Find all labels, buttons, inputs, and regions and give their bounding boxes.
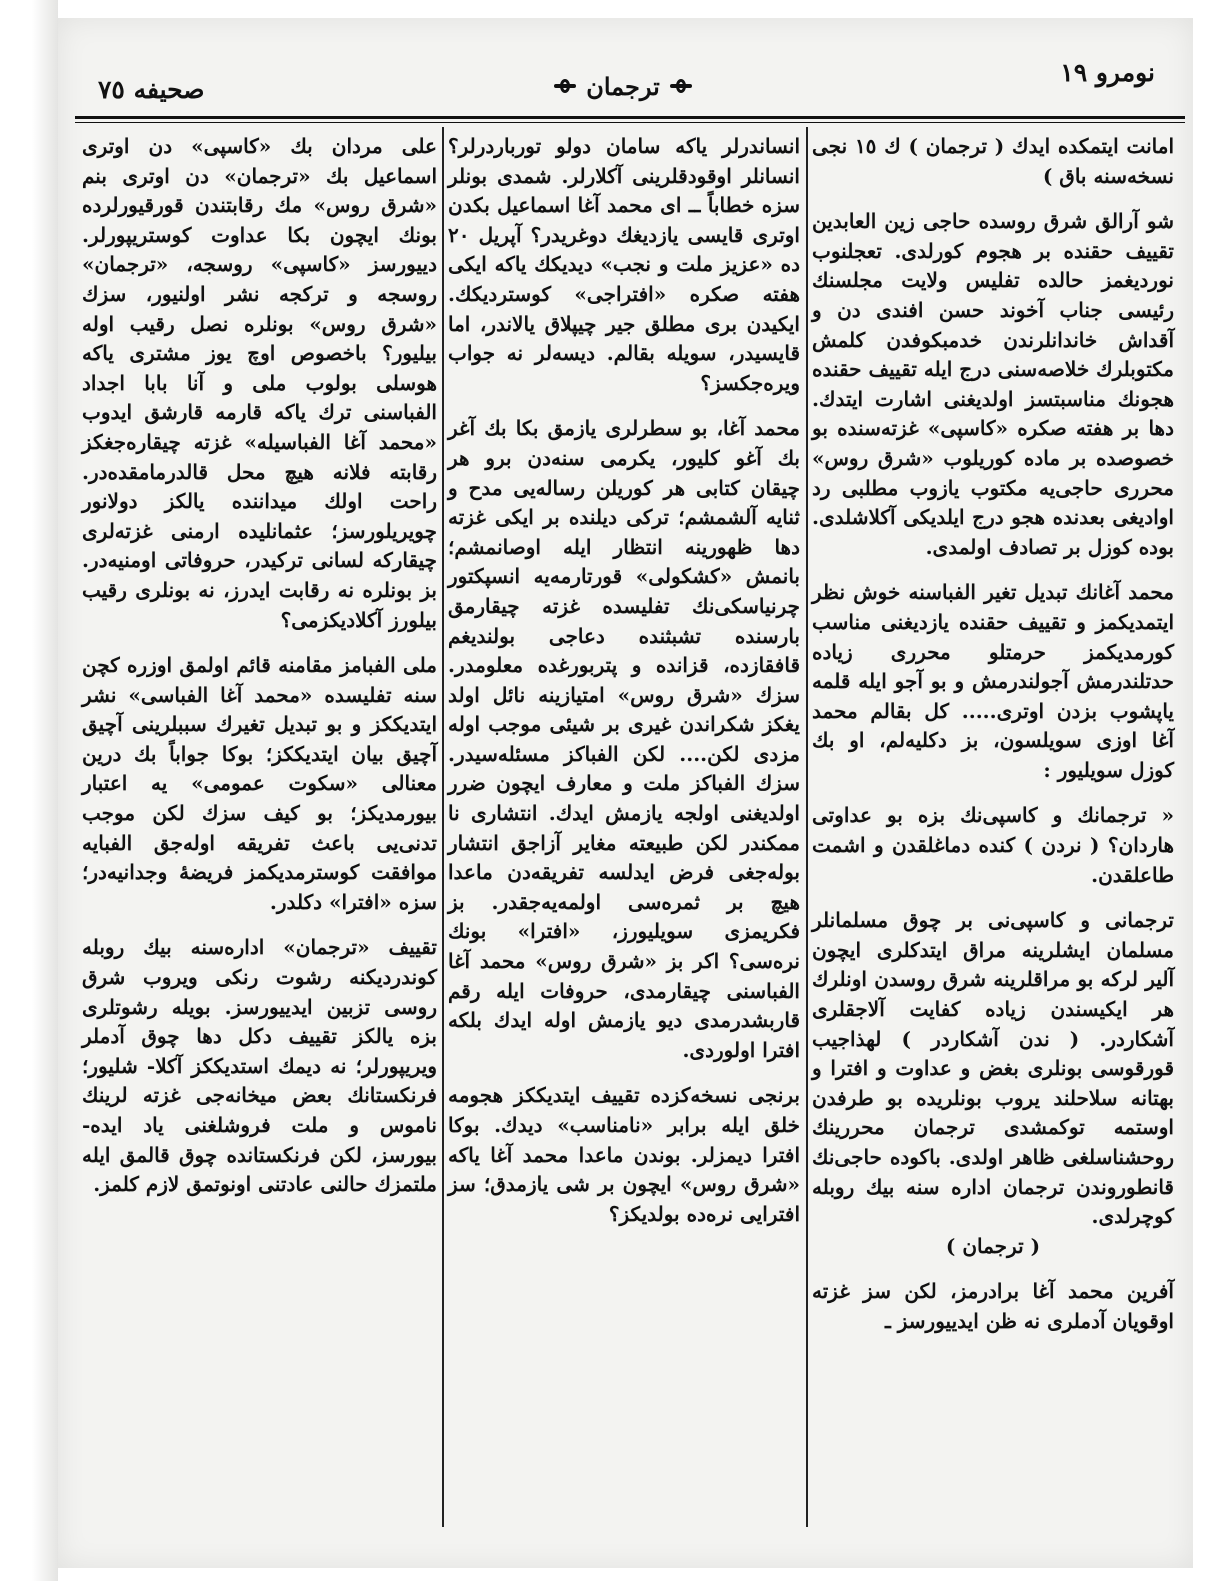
- paragraph: محمد آغا، بو سطرلری یازمق بکا بك آغر بك آغو کلیور، یکرمی سنه‌دن برو هر چیقان کتابی هر کوریلن رساله‌یی مدح و ثنایه آلشمشم؛ ترکی دیلنده بر ایکی غزته دها ظهورینه انتظار ایله اوصانمشم؛ بانمش «کشکولی» قورتارمه‌یه انسپکتور چرنیاسکی‌نك تفلیسده غزته چیقارمق بارسنده تشبثنده دعاجی بولندیغم قافقازده، قزانده و پتربورغده معلومدر. سزك «شرق روس» امتیازینه نائل اولد یغکز شکراندن غیری بر شیئی موجب اوله مزدی لکن.... لکن الفباکز مسئله‌سیدر. سزك الفباکز ملت و معارف ایچون ضرر اولدیغنی اولجه یازمش ایدك. انتشاری نا ممکندر لکن طبیعته مغایر آزاجق انتشار بوله‌جغی فرض ایدلسه تفریقه‌دن ماعدا هیچ بر ثمره‌سی اولمه‌یه‌جقدر. بز فکریمزی سویلیورز، «افترا» بونك نره‌سی؟ اکر بز «شرق روس» محمد آغا الفباسنی چیقارمدی، حروفات ایله رقم قاربشدرمدی دیو یازمش اوله ایدك بلکه افترا اولوردی.: [448, 416, 800, 1062]
- paragraph: محمد آغانك تبدیل تغیر الفباسنه خوش نظر ایتمدیکمز و تقییف حقنده یازدیغنی مناسب کورمدیکمز حرمتلو محرری زیاده حدتلندرمش آجولندرمش و بو آجو ایله قلمه یاپشوب بزدن اوتری..... کل بقالم محمد آغا اوزی سویلسون، بز دکلیه‌لم، او بك کوزل سویلیور :: [812, 580, 1174, 782]
- column-left: [82, 132, 437, 1200]
- paragraph: ملی الفبامز مقامنه قائم اولمق اوزره کچن سنه تفلیسده «محمد آغا الفباسی» نشر ایتدیککز و بو تبدیل تغیرك سببلرینی آچیق آچیق بیان ایتدیککز؛ بوکا جواباً بك درین معنالی «سکوت عمومی» یه اعتبار بیورمدیکز؛ بو کیف سزك لکن موجب تدنی‌یی باعث تفریقه اوله‌جق الفبایه موافقت کوسترمدیکمز فریضهٔ وجدانیه‌در؛ سزه «افترا» دکلدر.: [82, 653, 437, 914]
- paragraph: برنجی نسخه‌کزده تقییف ایتدیککز هجومه خلق ایله برابر «نامناسب» دیدك. بوکا افترا دیمزلر. بوندن ماعدا محمد آغا یاکه «شرق روس» ایچون بر شی یازمدق؛ سز افترایی نره‌ده بولدیکز؟: [448, 1083, 800, 1226]
- paragraph: تقییف «ترجمان» اداره‌سنه بیك روبله کوندردیکنه رشوت رنکی ویروب شرق روسی تزبین ایدییورسز. بویله رشوتلری بزه یالکز تقییف دکل دها چوق آدملر ویریپورلر؛ نه دیمك استدیککز آکلا- شلیور؛ فرنکستانك بعض میخانه‌جی غزته لرینك ناموس و ملت فروشلغنی یاد ایده- بیورسز، لکن فرنکستانده چوق قالمق ایله ملتمزك حالنی عادتنی اونوتمق لازم کلمز.: [82, 935, 437, 1197]
- header-rule-thin: [75, 122, 1185, 123]
- issue-number: نومرو ١٩: [1060, 58, 1155, 87]
- signature: ( ترجمان ): [945, 1233, 1041, 1258]
- paragraph: ترجمانی و کاسپی‌نی بر چوق مسلمانلر مسلمان ایشلرینه مراق ایتدکلری ایچون آلیر لرکه بو مراقلرینه شرق روسدن اونلرك هر ایکیسندن زیاده کفایت آلاجقلری آشکاردر. ( ندن آشکاردر ) لهذاجیب قورقوسی بونلری بغض و عداوت و افترا و بهتانه سلاحلند یروب بونلریده بو طرفدن اوستمه توکمشدی ترجمان محررینك روحشناسلغی ظاهر اولدی. باکوده حاجی‌نك قانطوروندن ترجمان اداره سنه بیك روبله کوچرلدی.: [812, 908, 1174, 1229]
- ornament-left-icon: [552, 78, 578, 94]
- newspaper-title: ترجمان: [586, 71, 660, 101]
- ornament-right-icon: [668, 78, 694, 94]
- paragraph: علی مردان بك «کاسپی» دن اوتری اسماعیل بك «ترجمان» دن اوتری بنم «شرق روس» مك رقابتندن قورقیورلرده بونك ایچون بکا عداوت کوستریپورلر. دییورسز «کاسپی» روسجه، «ترجمان» روسجه و ترکجه نشر اولنیور، سزك «شرق روس» بونلره نصل رقیب اوله بیلیور؟ باخصوص اوچ یوز مشتری یاکه هوسلی بولوب ملی و آنا بابا اجداد الفباسنی ترك یاکه قارمه قارشق ایدوب «محمد آغا الفباسیله» غزته چیقاره‌جغکز رقابته فلانه هیچ محل قالدرمامقده‌در. راحت اولك میداننده یالکز دولانور چویریلورسز؛ عثمانلیده ارمنی غزته‌لری چیقارکه لسانی ترکیدر، حروفاتی اومنیه‌در. بز بونلره نه رقابت ایدرز، نه بونلری رقیب بیلورز آکلادیکزمی؟: [82, 134, 437, 632]
- paragraph: امانت ایتمکده ایدك ( ترجمان ) ك ١٥ نجی نسخه‌سنه باق ): [812, 134, 1175, 188]
- column-right: [812, 132, 1174, 1337]
- paragraph: آفرین محمد آغا برادرمز، لکن سز غزته اوقویان آدملری نه ظن ایدییورسز ـ: [812, 1279, 1174, 1333]
- column-divider: [442, 127, 444, 1527]
- paragraph: شو آرالق شرق روسده حاجی زین العابدین تقییف حقنده بر هجوم کورلدی. تعجلنوب نوردیغمز حالده تفلیس ولایت مجلسنك رئیسی جناب آخوند حسن افندی دن و آقداش خاندانلرندن خدمبکوفدن کلمش مکتوبلرك خلاصه‌سنی درج ایله تقییف حقنده هجونك مناسبتسز اولدیغنی اشارت ایتدك. دها بر هفته صکره «کاسپی» غزته‌سنده بو خصوصده بر ماده کوریلوب «شرق روس» محرری حاجی‌یه مکتوب یازوب مطلبی رد اوادیغی بعدنده هجو درج ایلدیکی آکلاشلدی. بوده کوزل بر تصادف اولمدی.: [811, 209, 1174, 559]
- quote: « ترجمانك و کاسپی‌نك بزه بو عداوتی هاردان؟ ( نردن ) کنده دماغلقدن و اشمت طاعلقدن.: [812, 803, 1174, 887]
- header-rule-thick: [75, 116, 1185, 119]
- paragraph: انساندرلر یاکه سامان دولو تورباردرلر؟ انسانلر اوقودقلرینی آکلارلر. شمدی بونلر سزه خطاباً ــ ای محمد آغا اسماعیل بکدن اوتری قایسی یازدیغك دوغریدر؟ آپریل ٢٠ ده «عزیز ملت و نجب» دیدیکك یاکه ایکی هفته صکره «افتراجی» کوستردیکك. ایکیدن بری مطلق جیر چیپلاق یالاندر، اما قایسیدر، سویله بقالم. دیسه‌لر نه جواب ویره‌جکسز؟: [448, 134, 800, 395]
- page-number: صحيفه ٧٥: [98, 75, 205, 104]
- column-divider: [806, 127, 808, 1527]
- page-shadow: [0, 0, 58, 1581]
- page-header: [58, 50, 1193, 110]
- column-middle: [448, 132, 800, 1229]
- masthead: [548, 68, 698, 104]
